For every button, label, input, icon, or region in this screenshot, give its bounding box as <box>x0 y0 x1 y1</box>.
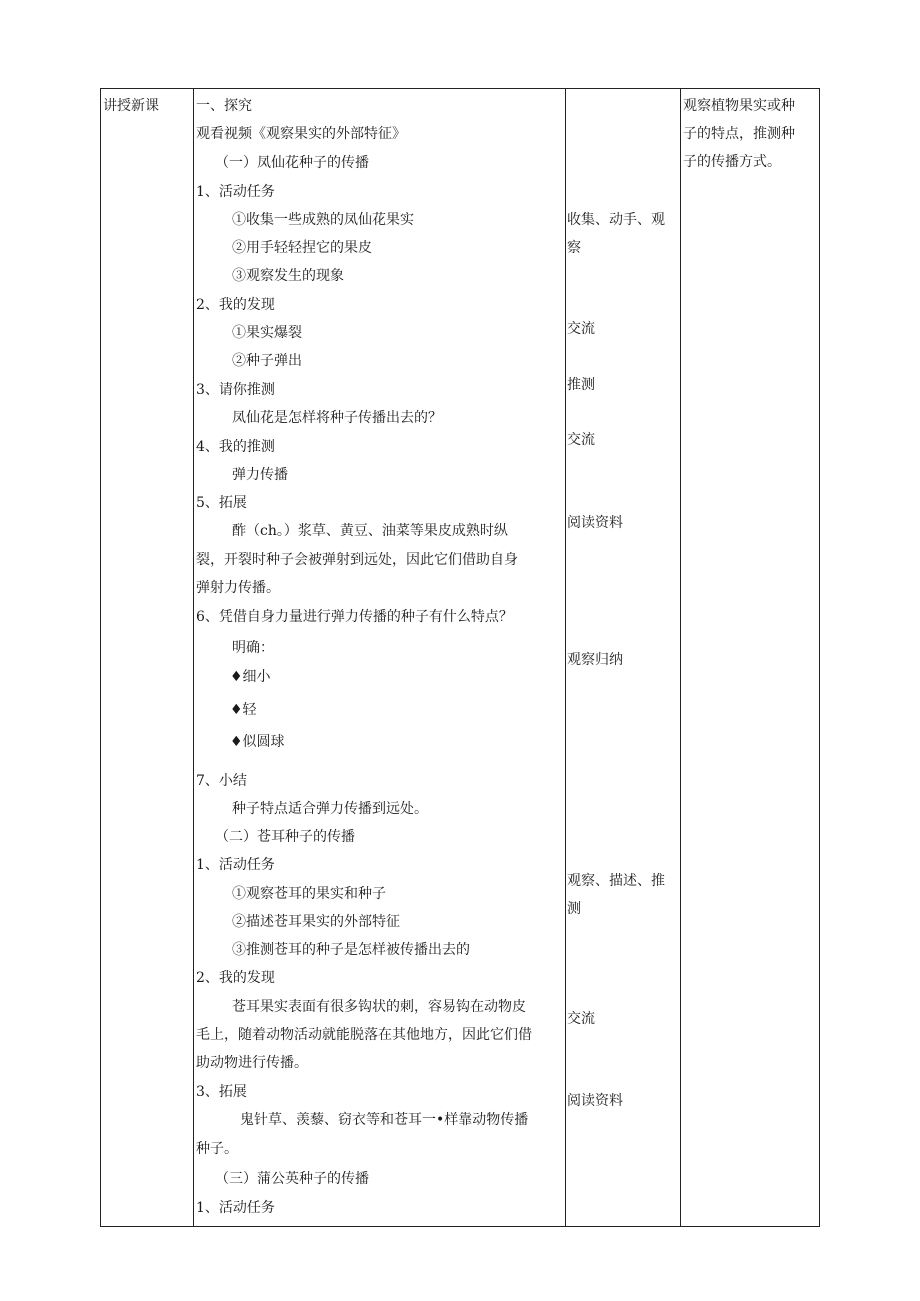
item-heading: 3、请你推测 <box>196 382 275 398</box>
paragraph-line: 弹射力传播。 <box>196 580 280 596</box>
paragraph-line: 酢（ch。）浆草、黄豆、油菜等果皮成熟时纵 <box>232 523 508 539</box>
table-left-border <box>100 88 101 1227</box>
student-activity: 收集、动手、观 <box>567 212 665 228</box>
bullet-item: ♦似圆球 <box>230 734 285 750</box>
task-line: ③观察发生的现象 <box>232 268 344 284</box>
paragraph-line: 种子。 <box>196 1141 238 1157</box>
table-top-border <box>100 88 820 89</box>
paragraph-line: 苍耳果实表面有很多钩状的刺，容易钩在动物皮 <box>232 999 526 1015</box>
student-activity: 交流 <box>567 432 595 448</box>
column-divider-2 <box>565 88 566 1227</box>
item-heading: 3、拓展 <box>196 1084 247 1100</box>
student-activity: 推测 <box>567 377 595 393</box>
task-line: ③推测苍耳的种子是怎样被传播出去的 <box>232 942 470 958</box>
student-activity: 察 <box>567 240 581 256</box>
answer-line: 弹力传播 <box>232 467 288 483</box>
task-line: ②描述苍耳果实的外部特征 <box>232 914 400 930</box>
clarify-label: 明确： <box>232 640 274 656</box>
intent-line: 观察植物果实或种 <box>683 98 795 114</box>
task-line: ①收集一些成熟的凤仙花果实 <box>232 212 414 228</box>
item-heading: 6、凭借自身力量进行弹力传播的种子有什么特点？ <box>196 609 513 625</box>
row-label: 讲授新课 <box>103 98 159 114</box>
item-heading: 2、我的发现 <box>196 970 275 986</box>
finding-line: ①果实爆裂 <box>232 325 302 341</box>
paragraph-line: 毛上，随着动物活动就能脱落在其他地方，因此它们借 <box>196 1027 532 1043</box>
question-line: 凤仙花是怎样将种子传播出去的？ <box>232 410 442 426</box>
intent-line: 子的特点，推测种 <box>683 126 795 142</box>
intent-line: 子的传播方式。 <box>683 154 781 170</box>
student-activity: 阅读资料 <box>567 515 623 531</box>
subsection-heading: （三）蒲公英种子的传播 <box>215 1171 369 1187</box>
student-activity: 观察、描述、推 <box>567 873 665 889</box>
item-heading: 1、活动任务 <box>196 1200 275 1216</box>
item-heading: 4、我的推测 <box>196 439 275 455</box>
paragraph-line: 鬼针草、羡藜、窃衣等和苍耳一•样靠动物传播 <box>240 1112 529 1128</box>
student-activity: 观察归纳 <box>567 652 623 668</box>
item-heading: 5、拓展 <box>196 495 247 511</box>
student-activity: 测 <box>567 901 581 917</box>
subsection-heading: （一）凤仙花种子的传播 <box>215 155 369 171</box>
task-line: ①观察苍耳的果实和种子 <box>232 886 386 902</box>
summary-line: 种子特点适合弹力传播到远处。 <box>232 801 428 817</box>
paragraph-line: 助动物进行传播。 <box>196 1055 308 1071</box>
item-heading: 7、小结 <box>196 773 247 789</box>
bullet-item: ♦细小 <box>230 669 271 685</box>
column-divider-1 <box>193 88 194 1227</box>
column-divider-3 <box>680 88 681 1227</box>
table-right-border <box>819 88 820 1227</box>
paragraph-line: 裂，开裂时种子会被弹射到远处，因此它们借助自身 <box>196 552 518 568</box>
task-line: ②用手轻轻捏它的果皮 <box>232 240 372 256</box>
video-line: 观看视频《观察果实的外部特征》 <box>196 126 406 142</box>
item-heading: 2、我的发现 <box>196 297 275 313</box>
section-heading: 一、探究 <box>196 98 252 114</box>
table-bottom-border <box>100 1226 820 1227</box>
item-heading: 1、活动任务 <box>196 184 275 200</box>
bullet-item: ♦轻 <box>230 702 257 718</box>
subsection-heading: （二）苍耳种子的传播 <box>215 829 355 845</box>
item-heading: 1、活动任务 <box>196 857 275 873</box>
finding-line: ②种子弹出 <box>232 353 302 369</box>
student-activity: 交流 <box>567 1011 595 1027</box>
student-activity: 交流 <box>567 321 595 337</box>
student-activity: 阅读资料 <box>567 1093 623 1109</box>
